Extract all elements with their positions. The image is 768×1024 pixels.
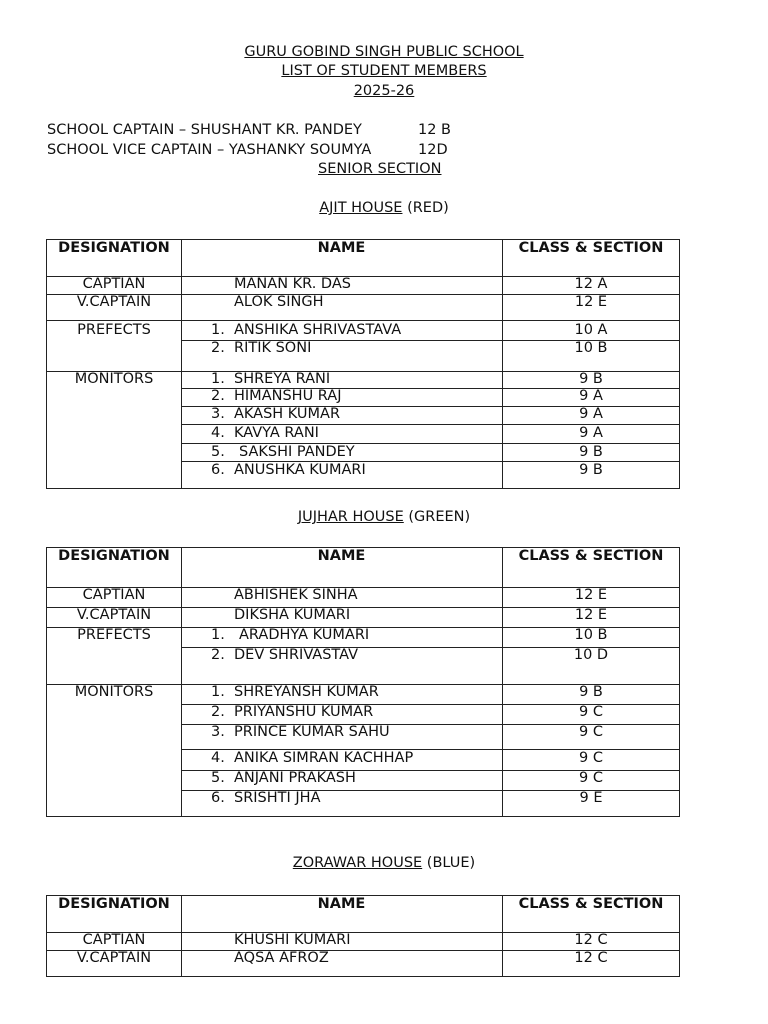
vice-captain-name: AQSA AFROZ <box>234 950 329 966</box>
captain-name: MANAN KR. DAS <box>234 276 351 292</box>
vice-captain-name: ALOK SINGH <box>234 294 324 310</box>
section-title: SENIOR SECTION <box>318 161 442 177</box>
list-number: 2. <box>211 340 225 356</box>
house-name: ZORAWAR HOUSE <box>292 855 423 871</box>
monitor-name: ANUSHKA KUMARI <box>234 462 366 478</box>
list-number: 5. <box>211 444 225 460</box>
monitor-name: SHREYANSH KUMAR <box>234 684 379 700</box>
monitor-class: 9 B <box>579 444 603 460</box>
house-color: (RED) <box>407 200 449 216</box>
list-title: LIST OF STUDENT MEMBERS <box>281 63 487 79</box>
monitor-name: ANJANI PRAKASH <box>234 770 356 786</box>
header-designation: DESIGNATION <box>58 896 170 912</box>
monitor-class: 9 C <box>579 750 603 766</box>
captain-designation: CAPTIAN <box>82 276 146 292</box>
captain-name: KHUSHI KUMARI <box>234 932 351 948</box>
captain-name: ABHISHEK SINHA <box>234 587 358 603</box>
house-name: AJIT HOUSE <box>319 200 403 216</box>
monitors-label: MONITORS <box>74 371 154 387</box>
list-number: 5. <box>211 770 225 786</box>
monitor-class: 9 B <box>579 462 603 478</box>
academic-year: 2025-26 <box>353 83 415 99</box>
monitor-name: HIMANSHU RAJ <box>234 388 342 404</box>
prefect-class: 10 D <box>573 647 609 663</box>
monitor-class: 9 B <box>579 684 603 700</box>
list-number: 2. <box>211 647 225 663</box>
monitor-class: 9 A <box>579 425 603 441</box>
school-vice-captain: SCHOOL VICE CAPTAIN – YASHANKY SOUMYA <box>47 142 372 158</box>
prefects-label: PREFECTS <box>77 322 151 338</box>
captain-designation: CAPTIAN <box>82 587 146 603</box>
vice-captain-designation: V.CAPTAIN <box>76 294 152 310</box>
vice-captain-designation: V.CAPTAIN <box>76 950 152 966</box>
list-number: 4. <box>211 425 225 441</box>
house-color: (BLUE) <box>426 855 476 871</box>
monitor-name: KAVYA RANI <box>234 425 319 441</box>
prefect-name: DEV SHRIVASTAV <box>234 647 359 663</box>
captain-class: 12 C <box>574 932 608 948</box>
list-number: 6. <box>211 790 225 806</box>
header-name: NAME <box>317 240 366 256</box>
monitor-name: SHREYA RANI <box>234 371 331 387</box>
list-number: 1. <box>211 371 225 387</box>
school-vice-captain-class: 12D <box>418 142 448 158</box>
monitor-name: SAKSHI PANDEY <box>239 444 355 460</box>
header-class: CLASS & SECTION <box>518 896 664 912</box>
vice-captain-designation: V.CAPTAIN <box>76 607 152 623</box>
header-class: CLASS & SECTION <box>518 548 664 564</box>
prefect-name: ANSHIKA SHRIVASTAVA <box>234 322 402 338</box>
prefect-name: RITIK SONI <box>234 340 312 356</box>
prefect-class: 10 A <box>574 322 608 338</box>
vice-captain-class: 12 E <box>574 294 608 310</box>
header-class: CLASS & SECTION <box>518 240 664 256</box>
monitor-name: ANIKA SIMRAN KACHHAP <box>234 750 414 766</box>
list-number: 1. <box>211 322 225 338</box>
monitor-class: 9 A <box>579 406 603 422</box>
monitor-class: 9 A <box>579 388 603 404</box>
header-designation: DESIGNATION <box>58 240 170 256</box>
captain-class: 12 A <box>574 276 608 292</box>
list-number: 6. <box>211 462 225 478</box>
school-captain: SCHOOL CAPTAIN – SHUSHANT KR. PANDEY <box>47 122 362 138</box>
monitor-name: PRINCE KUMAR SAHU <box>234 724 390 740</box>
list-number: 3. <box>211 406 225 422</box>
monitor-name: SRISHTI JHA <box>234 790 321 806</box>
header-designation: DESIGNATION <box>58 548 170 564</box>
house-color: (GREEN) <box>408 509 471 525</box>
monitors-label: MONITORS <box>74 684 154 700</box>
vice-captain-class: 12 E <box>574 607 608 623</box>
header-name: NAME <box>317 548 366 564</box>
monitor-name: PRIYANSHU KUMAR <box>234 704 374 720</box>
house-name: JUJHAR HOUSE <box>297 509 404 525</box>
house-title-zorawar <box>0 854 768 872</box>
monitor-class: 9 C <box>579 724 603 740</box>
list-number: 2. <box>211 704 225 720</box>
house-title-ajit <box>0 199 768 217</box>
vice-captain-class: 12 C <box>574 950 608 966</box>
captain-designation: CAPTIAN <box>82 932 146 948</box>
list-number: 4. <box>211 750 225 766</box>
prefect-class: 10 B <box>574 627 608 643</box>
prefect-name: ARADHYA KUMARI <box>239 627 370 643</box>
list-number: 1. <box>211 684 225 700</box>
school-name: GURU GOBIND SINGH PUBLIC SCHOOL <box>244 44 524 60</box>
monitor-class: 9 E <box>579 790 603 806</box>
house-title-jujhar <box>0 508 768 526</box>
monitor-name: AKASH KUMAR <box>234 406 341 422</box>
monitor-class: 9 C <box>579 770 603 786</box>
captain-class: 12 E <box>574 587 608 603</box>
school-captain-class: 12 B <box>418 122 452 138</box>
list-number: 3. <box>211 724 225 740</box>
prefects-label: PREFECTS <box>77 627 151 643</box>
prefect-class: 10 B <box>574 340 608 356</box>
list-number: 1. <box>211 627 225 643</box>
vice-captain-name: DIKSHA KUMARI <box>234 607 351 623</box>
list-number: 2. <box>211 388 225 404</box>
monitor-class: 9 C <box>579 704 603 720</box>
header-name: NAME <box>317 896 366 912</box>
monitor-class: 9 B <box>579 371 603 387</box>
